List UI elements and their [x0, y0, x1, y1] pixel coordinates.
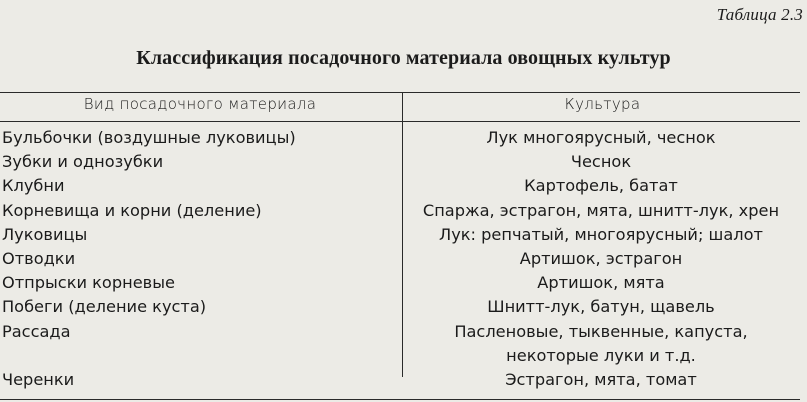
material-cell: Черенки	[2, 369, 75, 389]
material-cell: Клубни	[2, 176, 65, 196]
material-cell: Зубки и однозубки	[2, 152, 164, 172]
column-header-culture: Культура	[564, 95, 641, 113]
material-cell: Побеги (деление куста)	[2, 297, 207, 317]
culture-cell: Артишок, эстрагон	[519, 248, 683, 268]
table-row	[0, 150, 800, 174]
table-title: Классификация посадочного материала овощных культур	[136, 47, 671, 69]
material-cell: Рассада	[2, 321, 71, 341]
culture-cell: Артишок, мята	[537, 273, 665, 293]
culture-cell: Лук многоярусный, чеснок	[486, 128, 716, 147]
table-row	[0, 126, 800, 150]
table-bottom-rule	[0, 399, 800, 400]
column-header-material: Вид посадочного материала	[83, 95, 317, 113]
table-row	[0, 368, 800, 392]
material-cell: Корневища и корни (деление)	[2, 200, 262, 220]
table-body	[0, 126, 800, 392]
material-cell: Бульбочки (воздушные луковицы)	[2, 128, 296, 147]
table-row	[0, 247, 800, 271]
culture-cell: Эстрагон, мята, томат	[505, 369, 697, 389]
table-row	[0, 199, 800, 223]
culture-cell: Шнитт-лук, батун, щавель	[487, 297, 715, 317]
material-cell: Отпрыски корневые	[2, 273, 175, 293]
table-row	[0, 320, 800, 368]
material-cell: Луковицы	[2, 224, 88, 244]
table-row	[0, 295, 800, 319]
culture-cell: Картофель, батат	[524, 176, 678, 196]
table-top-rule	[0, 92, 800, 93]
table-row	[0, 174, 800, 198]
culture-cell: Чеснок	[570, 152, 632, 172]
culture-cell: Лук: репчатый, многоярусный; шалот	[439, 224, 763, 244]
table-row	[0, 223, 800, 247]
table-number: Таблица 2.3	[716, 5, 803, 24]
material-cell: Отводки	[2, 248, 76, 268]
culture-cell: Пасленовые, тыквенные, капуста, некоторые луки и т.д.	[454, 321, 748, 365]
culture-cell: Спаржа, эстрагон, мята, шнитт-лук, хрен	[422, 200, 780, 220]
table-row	[0, 271, 800, 295]
table-header-rule	[0, 121, 800, 122]
